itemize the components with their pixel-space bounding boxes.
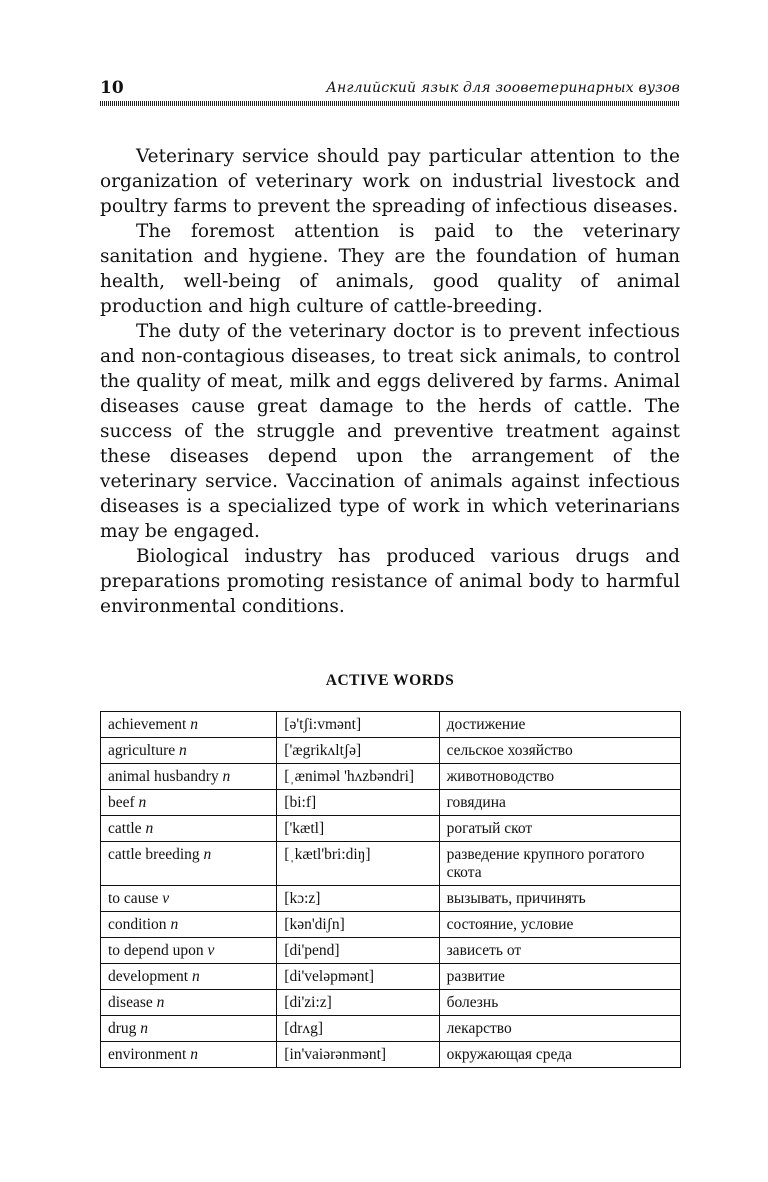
transcription-cell: [di'pend] xyxy=(277,938,439,964)
part-of-speech: n xyxy=(222,768,231,785)
transcription-cell: ['ægrikʌltʃə] xyxy=(277,738,439,764)
table-row xyxy=(101,712,681,738)
part-of-speech: n xyxy=(203,846,212,863)
page-header xyxy=(100,78,680,102)
word-text: animal husbandry xyxy=(108,768,219,785)
body-text xyxy=(100,144,680,619)
word-text: development xyxy=(108,968,189,985)
word-cell xyxy=(101,990,277,1016)
table-row xyxy=(101,764,681,790)
translation-cell: рогатый скот xyxy=(439,816,680,842)
word-cell xyxy=(101,1016,277,1042)
transcription-cell: [bi:f] xyxy=(277,790,439,816)
translation-cell: болезнь xyxy=(439,990,680,1016)
transcription-cell: [di'zi:z] xyxy=(277,990,439,1016)
translation-cell: зависеть от xyxy=(439,938,680,964)
word-text: cattle breeding xyxy=(108,846,200,863)
paragraph: The duty of the veterinary doctor is to prevent infectious and non-contagious diseases, to treat sick animals, to control the quality of meat, milk and eggs delivered by farms. Animal diseases cause great damage to the herds of cattle. The success of the struggle and preventive treatment against these diseases depend upon the arrangement of the veterinary service. Vaccination of animals against infectious diseases is a specialized type of work in which veterinarians may be engaged. xyxy=(100,321,680,542)
translation-cell: разведение крупного рогатого скота xyxy=(439,842,680,886)
word-cell xyxy=(101,938,277,964)
part-of-speech: n xyxy=(190,1046,198,1063)
paragraph: The foremost attention is paid to the veterinary sanitation and hygiene. They are the foundation of human health, well-being of animals, good quality of animal production and high culture of cattle-breeding. xyxy=(100,221,680,317)
part-of-speech: v xyxy=(207,942,215,959)
translation-cell: состояние, условие xyxy=(439,912,680,938)
word-cell xyxy=(101,712,277,738)
paragraph: Biological industry has produced various drugs and preparations promoting resistance of animal body to harmful environmental conditions. xyxy=(100,546,680,617)
header-rule xyxy=(100,101,680,106)
word-cell xyxy=(101,764,277,790)
word-cell xyxy=(101,790,277,816)
translation-cell: сельское хозяйство xyxy=(439,738,680,764)
transcription-cell: [in'vaiәrәnmәnt] xyxy=(277,1042,439,1068)
part-of-speech: n xyxy=(170,916,179,933)
word-cell xyxy=(101,912,277,938)
word-text: to cause xyxy=(108,890,159,907)
translation-cell: вызывать, причинять xyxy=(439,886,680,912)
transcription-cell: [kɔ:z] xyxy=(277,886,439,912)
translation-cell: лекарство xyxy=(439,1016,680,1042)
word-text: disease xyxy=(108,994,153,1011)
transcription-cell: [kәn'diʃn] xyxy=(277,912,439,938)
word-text: to depend upon xyxy=(108,942,204,959)
part-of-speech: n xyxy=(179,742,187,759)
translation-cell: достижение xyxy=(439,712,680,738)
translation-cell: животноводство xyxy=(439,764,680,790)
paragraph: Veterinary service should pay particular attention to the organization of veterinary work on industrial livestock and poultry farms to prevent the spreading of infectious diseases. xyxy=(100,146,680,217)
word-cell xyxy=(101,1042,277,1068)
active-words-title: ACTIVE WORDS xyxy=(325,672,455,689)
transcription-cell: [ˌkætl'bri:diŋ] xyxy=(277,842,439,886)
transcription-cell: [ˌænimәl 'hʌzbәndri] xyxy=(277,764,439,790)
table-row xyxy=(101,964,681,990)
active-words-table xyxy=(100,711,681,1068)
table-row xyxy=(101,1016,681,1042)
word-cell xyxy=(101,738,277,764)
transcription-cell: [di'velәpmәnt] xyxy=(277,964,439,990)
word-text: beef xyxy=(108,794,135,811)
word-text: drug xyxy=(108,1020,137,1037)
word-text: cattle xyxy=(108,820,142,837)
word-cell xyxy=(101,964,277,990)
table-row xyxy=(101,912,681,938)
table-row xyxy=(101,990,681,1016)
part-of-speech: n xyxy=(140,1020,149,1037)
word-text: environment xyxy=(108,1046,187,1063)
word-text: condition xyxy=(108,916,167,933)
word-cell xyxy=(101,842,277,886)
table-row xyxy=(101,1042,681,1068)
word-cell xyxy=(101,816,277,842)
part-of-speech: n xyxy=(138,794,147,811)
part-of-speech: v xyxy=(162,890,170,907)
transcription-cell: [drʌg] xyxy=(277,1016,439,1042)
table-row xyxy=(101,938,681,964)
running-title: Английский язык для зооветеринарных вузов xyxy=(326,80,680,96)
table-row xyxy=(101,790,681,816)
translation-cell: окружающая среда xyxy=(439,1042,680,1068)
translation-cell: развитие xyxy=(439,964,680,990)
table-row xyxy=(101,738,681,764)
table-row xyxy=(101,842,681,886)
part-of-speech: n xyxy=(156,994,165,1011)
word-text: agriculture xyxy=(108,742,176,759)
part-of-speech: n xyxy=(145,820,154,837)
transcription-cell: [ə'tʃi:vmənt] xyxy=(277,712,439,738)
part-of-speech: n xyxy=(191,968,200,985)
word-cell xyxy=(101,886,277,912)
transcription-cell: ['kætl] xyxy=(277,816,439,842)
page-number: 10 xyxy=(100,78,124,98)
translation-cell: говядина xyxy=(439,790,680,816)
table-row xyxy=(101,886,681,912)
word-text: achievement xyxy=(108,716,187,733)
part-of-speech: n xyxy=(190,716,198,733)
table-row xyxy=(101,816,681,842)
